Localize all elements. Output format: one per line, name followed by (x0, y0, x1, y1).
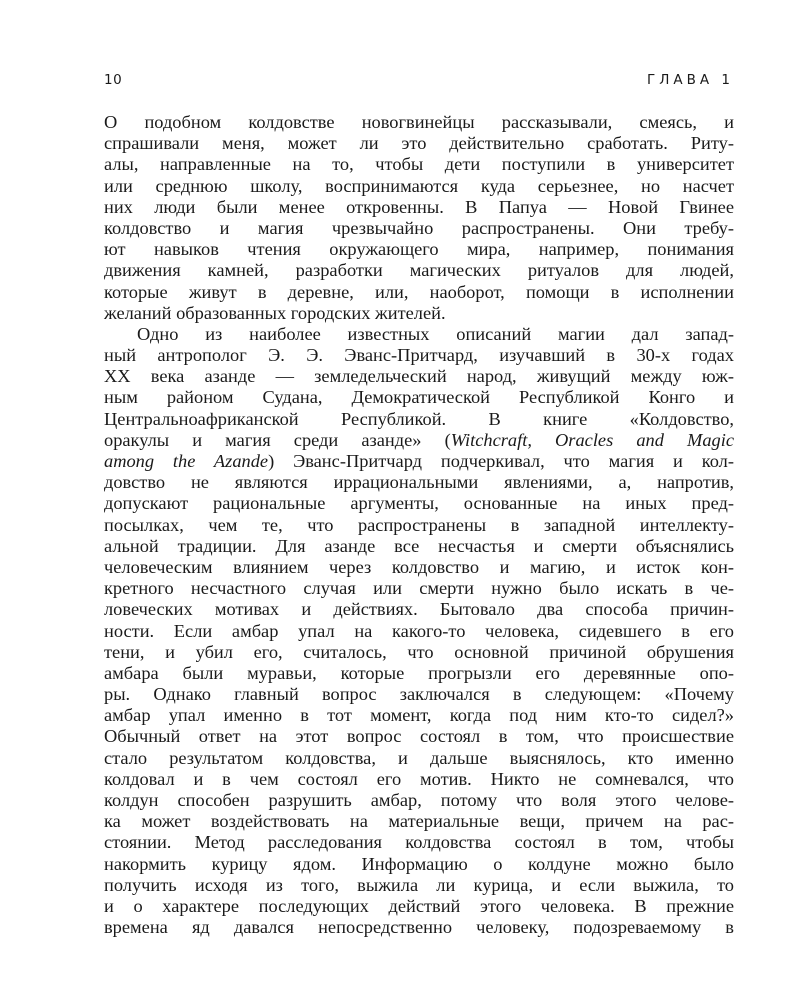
italic-title: among the Azande (104, 451, 269, 471)
text-line: ный антрополог Э. Э. Эванс-Притчард, изучавший в 30-х годах (104, 345, 734, 366)
text-line: кретного несчастного случая или смерти нужно было искать в че- (104, 578, 734, 599)
text-line: накормить курицу ядом. Информацию о колдуне можно было (104, 853, 734, 874)
text-line: колдун способен разрушить амбар, потому что воля этого челове- (104, 790, 734, 810)
text-line: спрашивали меня, может ли это действительно сработать. Риту- (104, 133, 734, 154)
running-header (104, 72, 734, 92)
body-text (104, 112, 734, 938)
text-line: человеческим влиянием через колдовство и магию, и исток кон- (104, 556, 734, 577)
text-line: времена яд давался непосредственно человеку, подозреваемому в (104, 917, 734, 938)
text-line: колдовство и магия чрезвычайно распространены. Они требу- (104, 217, 734, 238)
text-line: Одно из наиболее известных описаний магии дал запад- (137, 323, 734, 344)
text-line: колдовал и в чем состоял его мотив. Никто не сомневался, что (104, 768, 734, 789)
text-line: допускают рациональные аргументы, основанные на иных пред- (104, 493, 734, 514)
text-line: XX века азанде — земледельческий народ, живущий между юж- (104, 366, 734, 387)
text-line: движения камней, разработки магических ритуалов для людей, (104, 260, 734, 281)
text-line: ка может воздействовать на материальные вещи, причем на рас- (104, 811, 734, 832)
text-line: О подобном колдовстве новогвинейцы рассказывали, смеясь, и (104, 112, 734, 132)
text-line: ры. Однако главный вопрос заключался в следующем: «Почему (104, 684, 734, 705)
text-line: амбара были муравьи, которые прогрызли его деревянные опо- (104, 662, 734, 683)
text-line: ности. Если амбар упал на какого-то человека, сидевшего в его (104, 620, 734, 641)
text-line-mixed (104, 430, 734, 451)
italic-title: Witchcraft, Oracles and Magic (450, 429, 734, 450)
text-segment: ) Эванс-Притчард подчеркивал, что магия и кол- (268, 451, 734, 471)
text-line-mixed (104, 451, 734, 472)
text-line: ют навыков чтения окружающего мира, например, понимания (104, 239, 734, 260)
chapter-label: ГЛАВА 1 (647, 72, 734, 88)
text-line: получить исходя из того, выжила ли курица, и если выжила, то (104, 874, 734, 895)
text-line: них люди были менее откровенны. В Папуа — Новой Гвинее (104, 196, 734, 217)
text-line: ным районом Судана, Демократической Республикой Конго и (104, 387, 734, 408)
text-line: стало результатом колдовства, и дальше выяснялось, кто именно (104, 747, 734, 768)
text-line: альной традиции. Для азанде все несчастья и смерти объяснялись (104, 535, 734, 556)
text-line: Центральноафриканской Республикой. В книге «Колдовство, (104, 408, 734, 429)
page-number: 10 (104, 72, 123, 88)
text-line: ловеческих мотивах и действиях. Бытовало два способа причин- (104, 599, 734, 620)
text-line: стоянии. Метод расследования колдовства состоял в том, чтобы (104, 832, 734, 853)
text-line: или среднюю школу, воспринимаются куда серьезнее, но насчет (104, 175, 734, 196)
text-line: алы, направленные на то, чтобы дети поступили в университет (104, 154, 734, 175)
text-line: амбар упал именно в тот момент, когда под ним кто-то сидел?» (104, 705, 734, 726)
text-line: тени, и убил его, считалось, что основной причиной обрушения (104, 641, 734, 662)
book-page (104, 0, 734, 1000)
text-line: Обычный ответ на этот вопрос состоял в том, что происшествие (104, 726, 734, 747)
text-line: и о характере последующих действий этого человека. В прежние (104, 895, 734, 916)
text-line: которые живут в деревне, или, наоборот, помощи в исполнении (104, 281, 734, 302)
text-line: посылках, чем те, что распространены в западной интеллекту- (104, 514, 734, 535)
text-line: желаний образованных городских жителей. (104, 302, 446, 323)
text-segment: оракулы и магия среди азанде» ( (104, 429, 451, 450)
text-line: довство не являются иррациональными явлениями, а, напротив, (104, 472, 734, 493)
